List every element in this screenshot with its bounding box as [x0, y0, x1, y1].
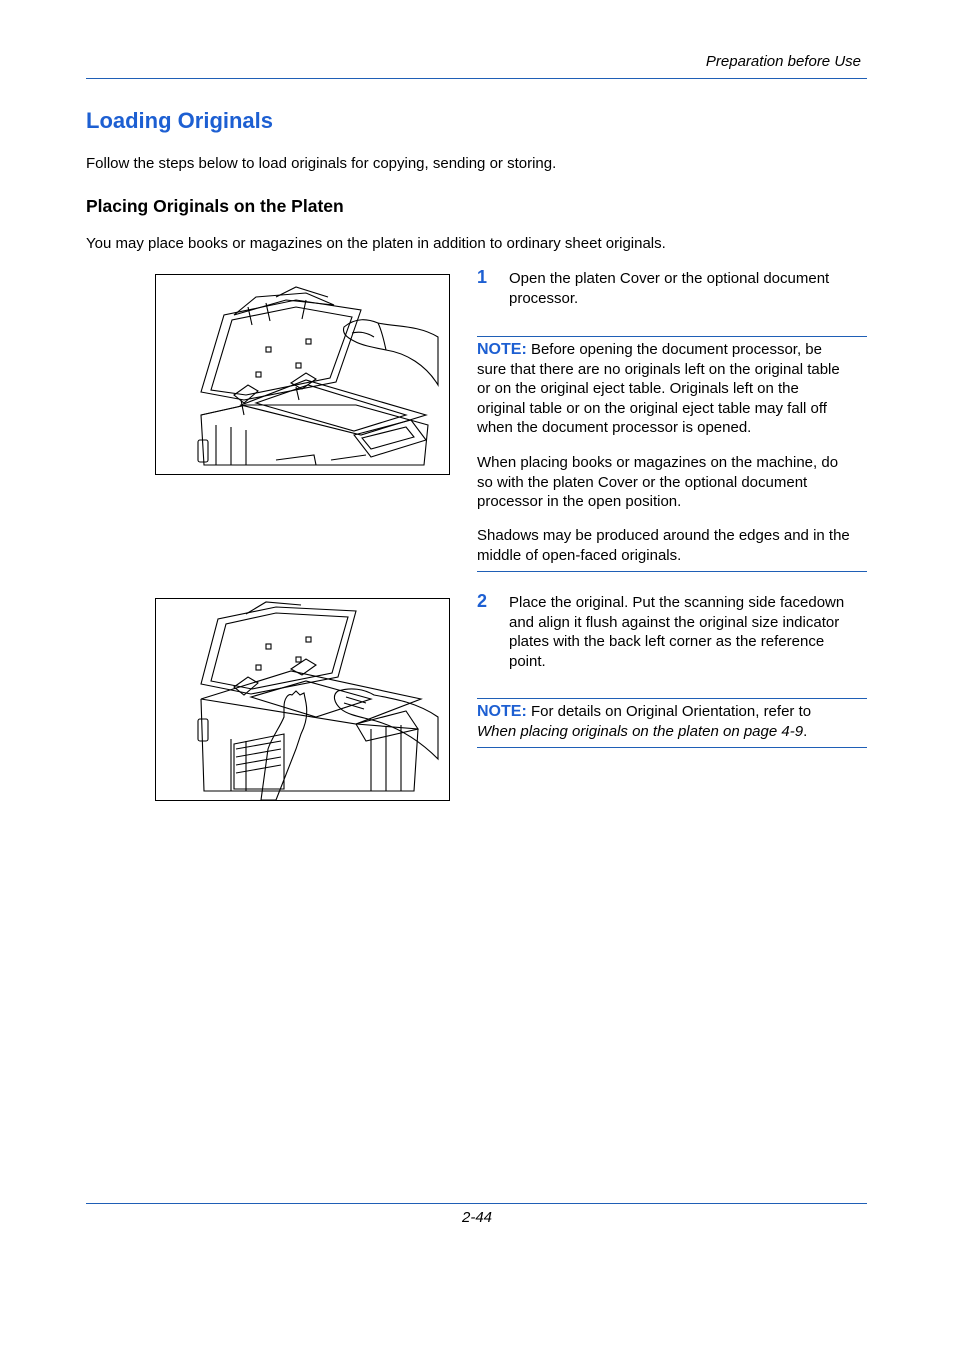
page-number: 2-44	[461, 1209, 493, 1226]
step-2-text: Place the original. Put the scanning side facedown and align it flush against the original size indicator plates with the back left corner as the reference point.	[509, 594, 845, 670]
subsection-intro: You may place books or magazines on the platen in addition to ordinary sheet originals.	[86, 235, 666, 252]
footer-rule	[86, 1203, 867, 1204]
figure-place-original	[155, 598, 450, 801]
note-1-top-rule	[477, 336, 867, 337]
note-2-bottom-rule	[477, 747, 867, 748]
note-label: NOTE:	[477, 703, 527, 720]
step-1-text: Open the platen Cover or the optional document processor.	[509, 270, 830, 307]
step-number-2: 2	[477, 591, 488, 611]
copier-place-original-illustration	[156, 599, 449, 800]
figure-open-platen-cover	[155, 274, 450, 475]
page-title: Loading Originals	[86, 108, 274, 133]
step-number-1: 1	[477, 267, 488, 287]
note-1-paragraph-2: Shadows may be produced around the edges and in the middle of open-faced originals.	[477, 527, 850, 564]
intro-text: Follow the steps below to load originals for copying, sending or storing.	[86, 155, 557, 172]
note-label: NOTE:	[477, 341, 527, 358]
note-2-top-rule	[477, 698, 867, 699]
note-1-bottom-rule	[477, 571, 867, 572]
cross-reference-link[interactable]: When placing originals on the platen on page 4-9	[477, 722, 804, 740]
note-1: NOTE: Before opening the document processor, be sure that there are no originals left on the original table or on the original eject table. Originals left on the original table or on the original eject table may fall off when the document processor is opened.	[477, 341, 840, 436]
header-rule	[86, 78, 867, 79]
subsection-title: Placing Originals on the Platen	[86, 196, 344, 216]
note-2: NOTE: For details on Original Orientation, refer to When placing originals on the platen on page 4-9.	[477, 703, 812, 740]
note-1-paragraph-1: When placing books or magazines on the machine, do so with the platen Cover or the optional document processor in the open position.	[477, 454, 839, 510]
copier-open-illustration	[156, 275, 449, 474]
running-header: Preparation before Use	[705, 53, 861, 70]
